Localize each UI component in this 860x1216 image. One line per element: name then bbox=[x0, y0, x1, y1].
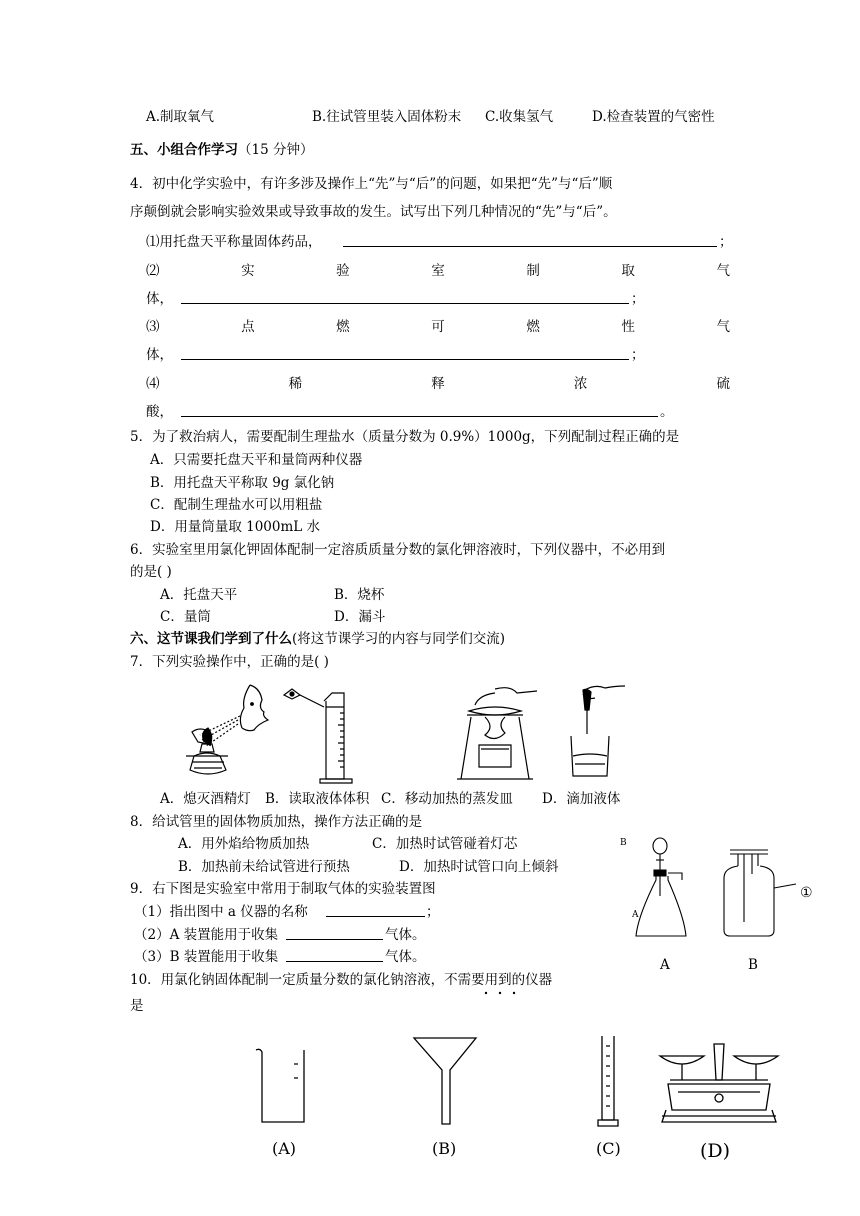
q3-option-b: B.往试管里装入固体粉末 bbox=[312, 109, 462, 125]
q7-fig-graduated-cylinder bbox=[282, 683, 364, 787]
q10-label-d: (D) bbox=[700, 1140, 731, 1162]
q10-label-c: (C) bbox=[596, 1139, 621, 1158]
q4-item2-char: 取 bbox=[621, 263, 635, 279]
q4-item2-char: 室 bbox=[431, 263, 445, 279]
section-5-time: （15 分钟） bbox=[238, 142, 314, 158]
q7-stem: 7．下列实验操作中，正确的是( ) bbox=[130, 654, 329, 670]
q9-part1: （1）指出图中 a 仪器的名称 bbox=[134, 904, 308, 920]
q5-option-c: C．配制生理盐水可以用粗盐 bbox=[150, 497, 323, 513]
q4-item3-cont: 体， bbox=[146, 347, 173, 363]
q10-fig-graduated-cylinder bbox=[594, 1034, 624, 1130]
q9-part1-end: ； bbox=[426, 904, 440, 920]
q4-item3-end: ； bbox=[631, 347, 645, 363]
q3-option-d: D.检查装置的气密性 bbox=[592, 109, 715, 125]
q9-part1-blank[interactable] bbox=[326, 916, 425, 917]
q3-option-a: A.制取氧气 bbox=[146, 109, 215, 125]
q4-item3-char: 燃 bbox=[526, 319, 540, 335]
q10-stem: 10．用氯化钠固体配制一定质量分数的氯化钠溶液，不需要用到的仪器 bbox=[130, 972, 553, 988]
q5-option-a: A．只需要托盘天平和量筒两种仪器 bbox=[150, 452, 363, 468]
q4-item2-end: ； bbox=[631, 291, 645, 307]
q4-item2-justified bbox=[146, 262, 730, 280]
q10-fig-funnel bbox=[412, 1034, 478, 1126]
q8-option-b: B．加热前未给试管进行预热 bbox=[178, 859, 350, 875]
q8-option-d: D．加热时试管口向上倾斜 bbox=[399, 859, 559, 875]
q4-item2-char: ⑵ bbox=[146, 263, 160, 279]
q4-item3-char: 性 bbox=[621, 319, 635, 335]
q7-option-c: C．移动加热的蒸发皿 bbox=[381, 791, 513, 807]
q4-item2-char: 验 bbox=[336, 263, 350, 279]
q7-fig-dropper bbox=[565, 680, 631, 780]
q8-option-c: C．加热时试管碰着灯芯 bbox=[372, 836, 518, 852]
q9-apparatus-a bbox=[628, 836, 700, 946]
q8-option-a: A．用外焰给物质加热 bbox=[178, 836, 310, 852]
q9-part3: （3）B 装置能用于收集 bbox=[134, 949, 279, 965]
section-5-title: 五、小组合作学习 bbox=[130, 142, 238, 158]
q4-item3-char: 气 bbox=[716, 319, 730, 335]
q4-item4-char: 稀 bbox=[288, 376, 303, 392]
q10-fig-beaker bbox=[254, 1046, 312, 1128]
q4-item1-label: ⑴用托盘天平称量固体药品， bbox=[146, 234, 322, 250]
q5-option-b: B．用托盘天平称取 9g 氯化钠 bbox=[150, 475, 335, 491]
q4-item3-char: 点 bbox=[241, 319, 255, 335]
q3-option-c: C.收集氢气 bbox=[485, 109, 554, 125]
q4-item2-char: 制 bbox=[526, 263, 540, 279]
q9-fig-circle-1: ① bbox=[800, 885, 813, 901]
q9-stem: 9．右下图是实验室中常用于制取气体的实验装置图 bbox=[130, 881, 436, 897]
q5-option-d: D．用量筒量取 1000mL 水 bbox=[150, 519, 321, 535]
q4-item4-char: 浓 bbox=[573, 376, 588, 392]
q10-emphasis-dots bbox=[482, 990, 522, 996]
section-6-note: (将这节课学习的内容与同学们交流) bbox=[292, 631, 506, 647]
q7-fig-evaporating-dish bbox=[455, 683, 540, 787]
q4-stem-line1: 4．初中化学实验中，有许多涉及操作上“先”与“后”的问题，如果把“先”与“后”顺 bbox=[130, 176, 613, 192]
section-6-heading bbox=[130, 630, 505, 648]
q4-item4-cont: 酸， bbox=[146, 404, 173, 420]
q6-option-d: D．漏斗 bbox=[334, 609, 386, 625]
q4-item1-blank[interactable] bbox=[343, 246, 717, 247]
q4-item3-char: ⑶ bbox=[146, 319, 160, 335]
q7-option-d: D．滴加液体 bbox=[542, 791, 621, 807]
q4-item4-blank[interactable] bbox=[181, 416, 658, 417]
q4-item4-char: 释 bbox=[431, 376, 445, 392]
q10-fig-balance bbox=[656, 1036, 782, 1128]
q7-fig-alcohol-lamp bbox=[180, 680, 280, 785]
section-6-title: 六、这节课我们学到了什么 bbox=[130, 631, 292, 647]
section-5-heading bbox=[130, 141, 313, 159]
q4-item3-char: 可 bbox=[431, 319, 445, 335]
q9-part2: （2）A 装置能用于收集 bbox=[134, 927, 279, 943]
q6-option-a: A．托盘天平 bbox=[160, 587, 238, 603]
q4-item1-end: ； bbox=[719, 234, 733, 250]
q6-option-b: B．烧杯 bbox=[334, 587, 385, 603]
q4-item3-justified bbox=[146, 318, 730, 336]
q7-option-b: B．读取液体体积 bbox=[265, 791, 370, 807]
q8-stem: 8．给试管里的固体物质加热，操作方法正确的是 bbox=[130, 814, 423, 830]
q4-item3-char: 燃 bbox=[336, 319, 350, 335]
q9-part3-end: 气体。 bbox=[385, 949, 426, 965]
q9-fig-label-b: B bbox=[748, 957, 758, 973]
q9-fig-b-top-label: B bbox=[620, 838, 627, 848]
q4-item4-char: 硫 bbox=[716, 376, 730, 392]
q4-item3-blank[interactable] bbox=[181, 359, 629, 360]
q4-item2-cont: 体， bbox=[146, 291, 173, 307]
q6-stem: 6．实验室里用氯化钾固体配制一定溶质质量分数的氯化钾溶液时，下列仪器中，不必用到 bbox=[130, 542, 666, 558]
q9-fig-label-a: A bbox=[660, 957, 670, 973]
q4-item4-justified bbox=[146, 375, 730, 393]
q4-item2-char: 气 bbox=[716, 263, 730, 279]
q10-stem-2: 是 bbox=[130, 998, 144, 1014]
q4-item4-char: ⑷ bbox=[146, 376, 160, 392]
q4-item2-blank[interactable] bbox=[181, 303, 629, 304]
q4-stem-line2: 序颠倒就会影响实验效果或导致事故的发生。试写出下列几种情况的“先”与“后”。 bbox=[130, 204, 617, 220]
q9-part2-blank[interactable] bbox=[286, 939, 383, 940]
q6-stem-2: 的是( ) bbox=[130, 564, 172, 580]
q9-part3-blank[interactable] bbox=[286, 961, 383, 962]
q9-fig-a-side-label: A bbox=[632, 910, 639, 920]
q9-part2-end: 气体。 bbox=[385, 927, 426, 943]
q5-stem: 5．为了救治病人，需要配制生理盐水（质量分数为 0.9%）1000g，下列配制过程正确的是 bbox=[130, 429, 680, 445]
q7-option-a: A．熄灭酒精灯 bbox=[160, 791, 251, 807]
q10-label-a: (A) bbox=[272, 1139, 297, 1158]
q10-label-b: (B) bbox=[432, 1139, 457, 1158]
q4-item4-end: 。 bbox=[660, 404, 674, 420]
q6-option-c: C．量筒 bbox=[160, 609, 211, 625]
q4-item2-char: 实 bbox=[241, 263, 255, 279]
